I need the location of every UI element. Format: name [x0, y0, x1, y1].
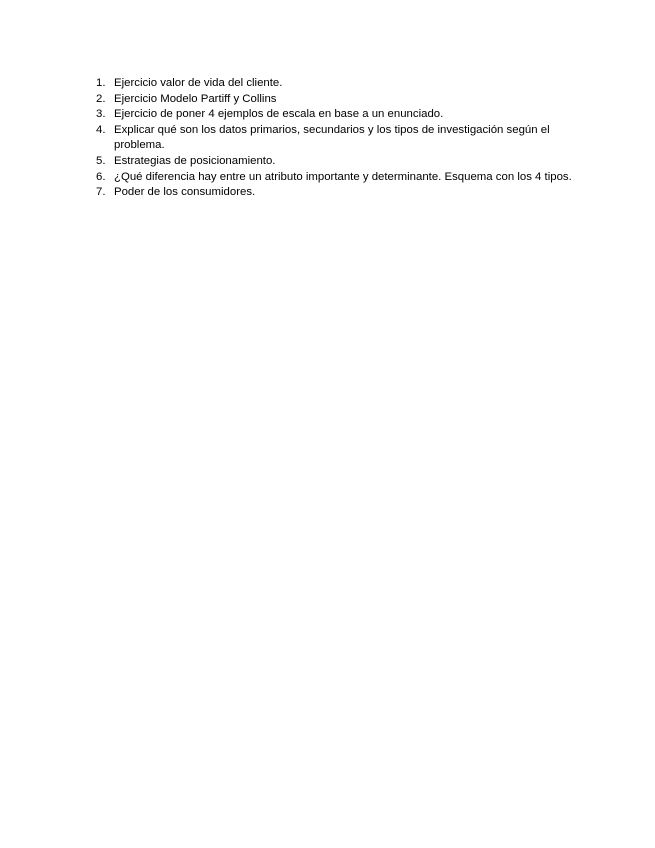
list-item-text: Ejercicio valor de vida del cliente. [114, 77, 283, 89]
list-item-number: 3. [96, 108, 106, 121]
list-item-number: 6. [96, 170, 106, 183]
list-item-text: Explicar qué son los datos primarios, secundarios y los tipos de investigación según el problema. [114, 123, 550, 152]
list-item [96, 107, 582, 123]
list-item-number: 4. [96, 123, 106, 136]
list-item-text: Estrategias de posicionamiento. [114, 154, 276, 167]
list-item-number: 7. [96, 186, 106, 199]
list-item-text: ¿Qué diferencia hay entre un atributo importante y determinante. Esquema con los 4 tipos. [114, 170, 572, 183]
list-item-text: Ejercicio Modelo Partiff y Collins [114, 92, 277, 105]
list-item [96, 154, 582, 170]
list-item [96, 170, 582, 186]
list-item-number: 2. [96, 92, 106, 105]
list-item-number: 5. [96, 154, 106, 167]
list-item-text: Ejercicio de poner 4 ejemplos de escala en base a un enunciado. [114, 108, 444, 121]
list-item-text: Poder de los consumidores. [114, 186, 256, 199]
list-item-number: 1. [96, 77, 106, 89]
list-item [96, 123, 582, 154]
list-item [96, 92, 582, 108]
numbered-list [96, 76, 582, 201]
list-item [96, 76, 582, 92]
list-item [96, 185, 582, 201]
